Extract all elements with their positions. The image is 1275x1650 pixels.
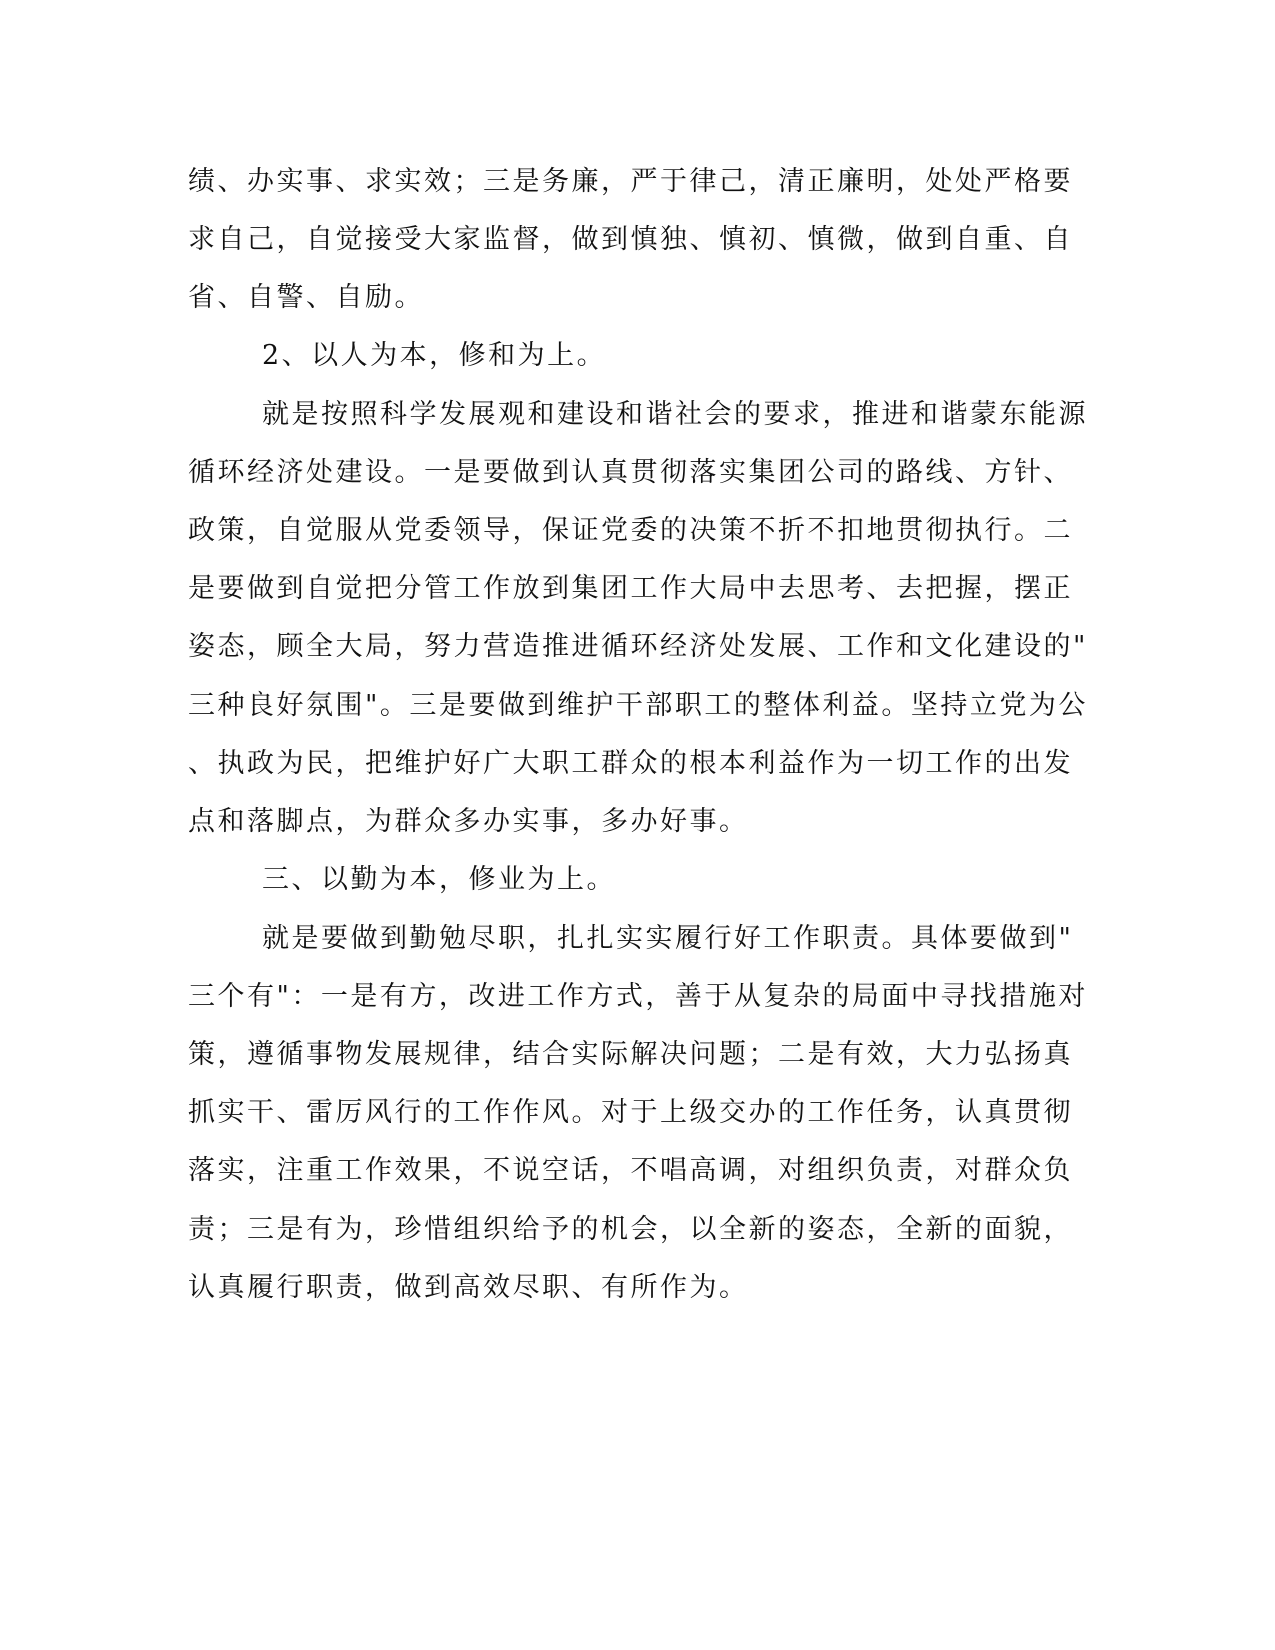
text-line: 就是要做到勤勉尽职，扎扎实实履行好工作职责。具体要做到" <box>262 923 1074 954</box>
text-line: 认真履行职责，做到高效尽职、有所作为。 <box>188 1272 749 1303</box>
text-line: 抓实干、雷厉风行的工作作风。对于上级交办的工作任务，认真贯彻 <box>188 1097 1073 1128</box>
text-line: 政策，自觉服从党委领导，保证党委的决策不折不扣地贯彻执行。二 <box>188 515 1073 546</box>
text-line: 三种良好氛围"。三是要做到维护干部职工的整体利益。坚持立党为公 <box>188 690 1088 721</box>
text-line: 就是按照科学发展观和建设和谐社会的要求，推进和谐蒙东能源 <box>262 399 1088 430</box>
text-line: 求自己，自觉接受大家监督，做到慎独、慎初、慎微，做到自重、自 <box>188 224 1073 255</box>
section-heading: 2、以人为本，修和为上。 <box>262 340 607 371</box>
text-line: 循环经济处建设。一是要做到认真贯彻落实集团公司的路线、方针、 <box>188 457 1073 488</box>
text-line: 三个有"：一是有方，改进工作方式，善于从复杂的局面中寻找措施对 <box>188 981 1088 1012</box>
section-heading: 三、以勤为本，修业为上。 <box>262 864 616 895</box>
text-line: 责；三是有为，珍惜组织给予的机会，以全新的姿态，全新的面貌， <box>188 1214 1073 1245</box>
text-line: 点和落脚点，为群众多办实事，多办好事。 <box>188 806 749 837</box>
text-line: 绩、办实事、求实效；三是务廉，严于律己，清正廉明，处处严格要 <box>188 166 1073 197</box>
text-line: 策，遵循事物发展规律，结合实际解决问题；二是有效，大力弘扬真 <box>188 1039 1073 1070</box>
text-line: 是要做到自觉把分管工作放到集团工作大局中去思考、去把握，摆正 <box>188 573 1073 604</box>
text-line: 省、自警、自励。 <box>188 282 424 313</box>
text-line: 、执政为民，把维护好广大职工群众的根本利益作为一切工作的出发 <box>188 748 1073 779</box>
text-line: 姿态，顾全大局，努力营造推进循环经济处发展、工作和文化建设的" <box>188 631 1088 662</box>
text-line: 落实，注重工作效果，不说空话，不唱高调，对组织负责，对群众负 <box>188 1155 1073 1186</box>
